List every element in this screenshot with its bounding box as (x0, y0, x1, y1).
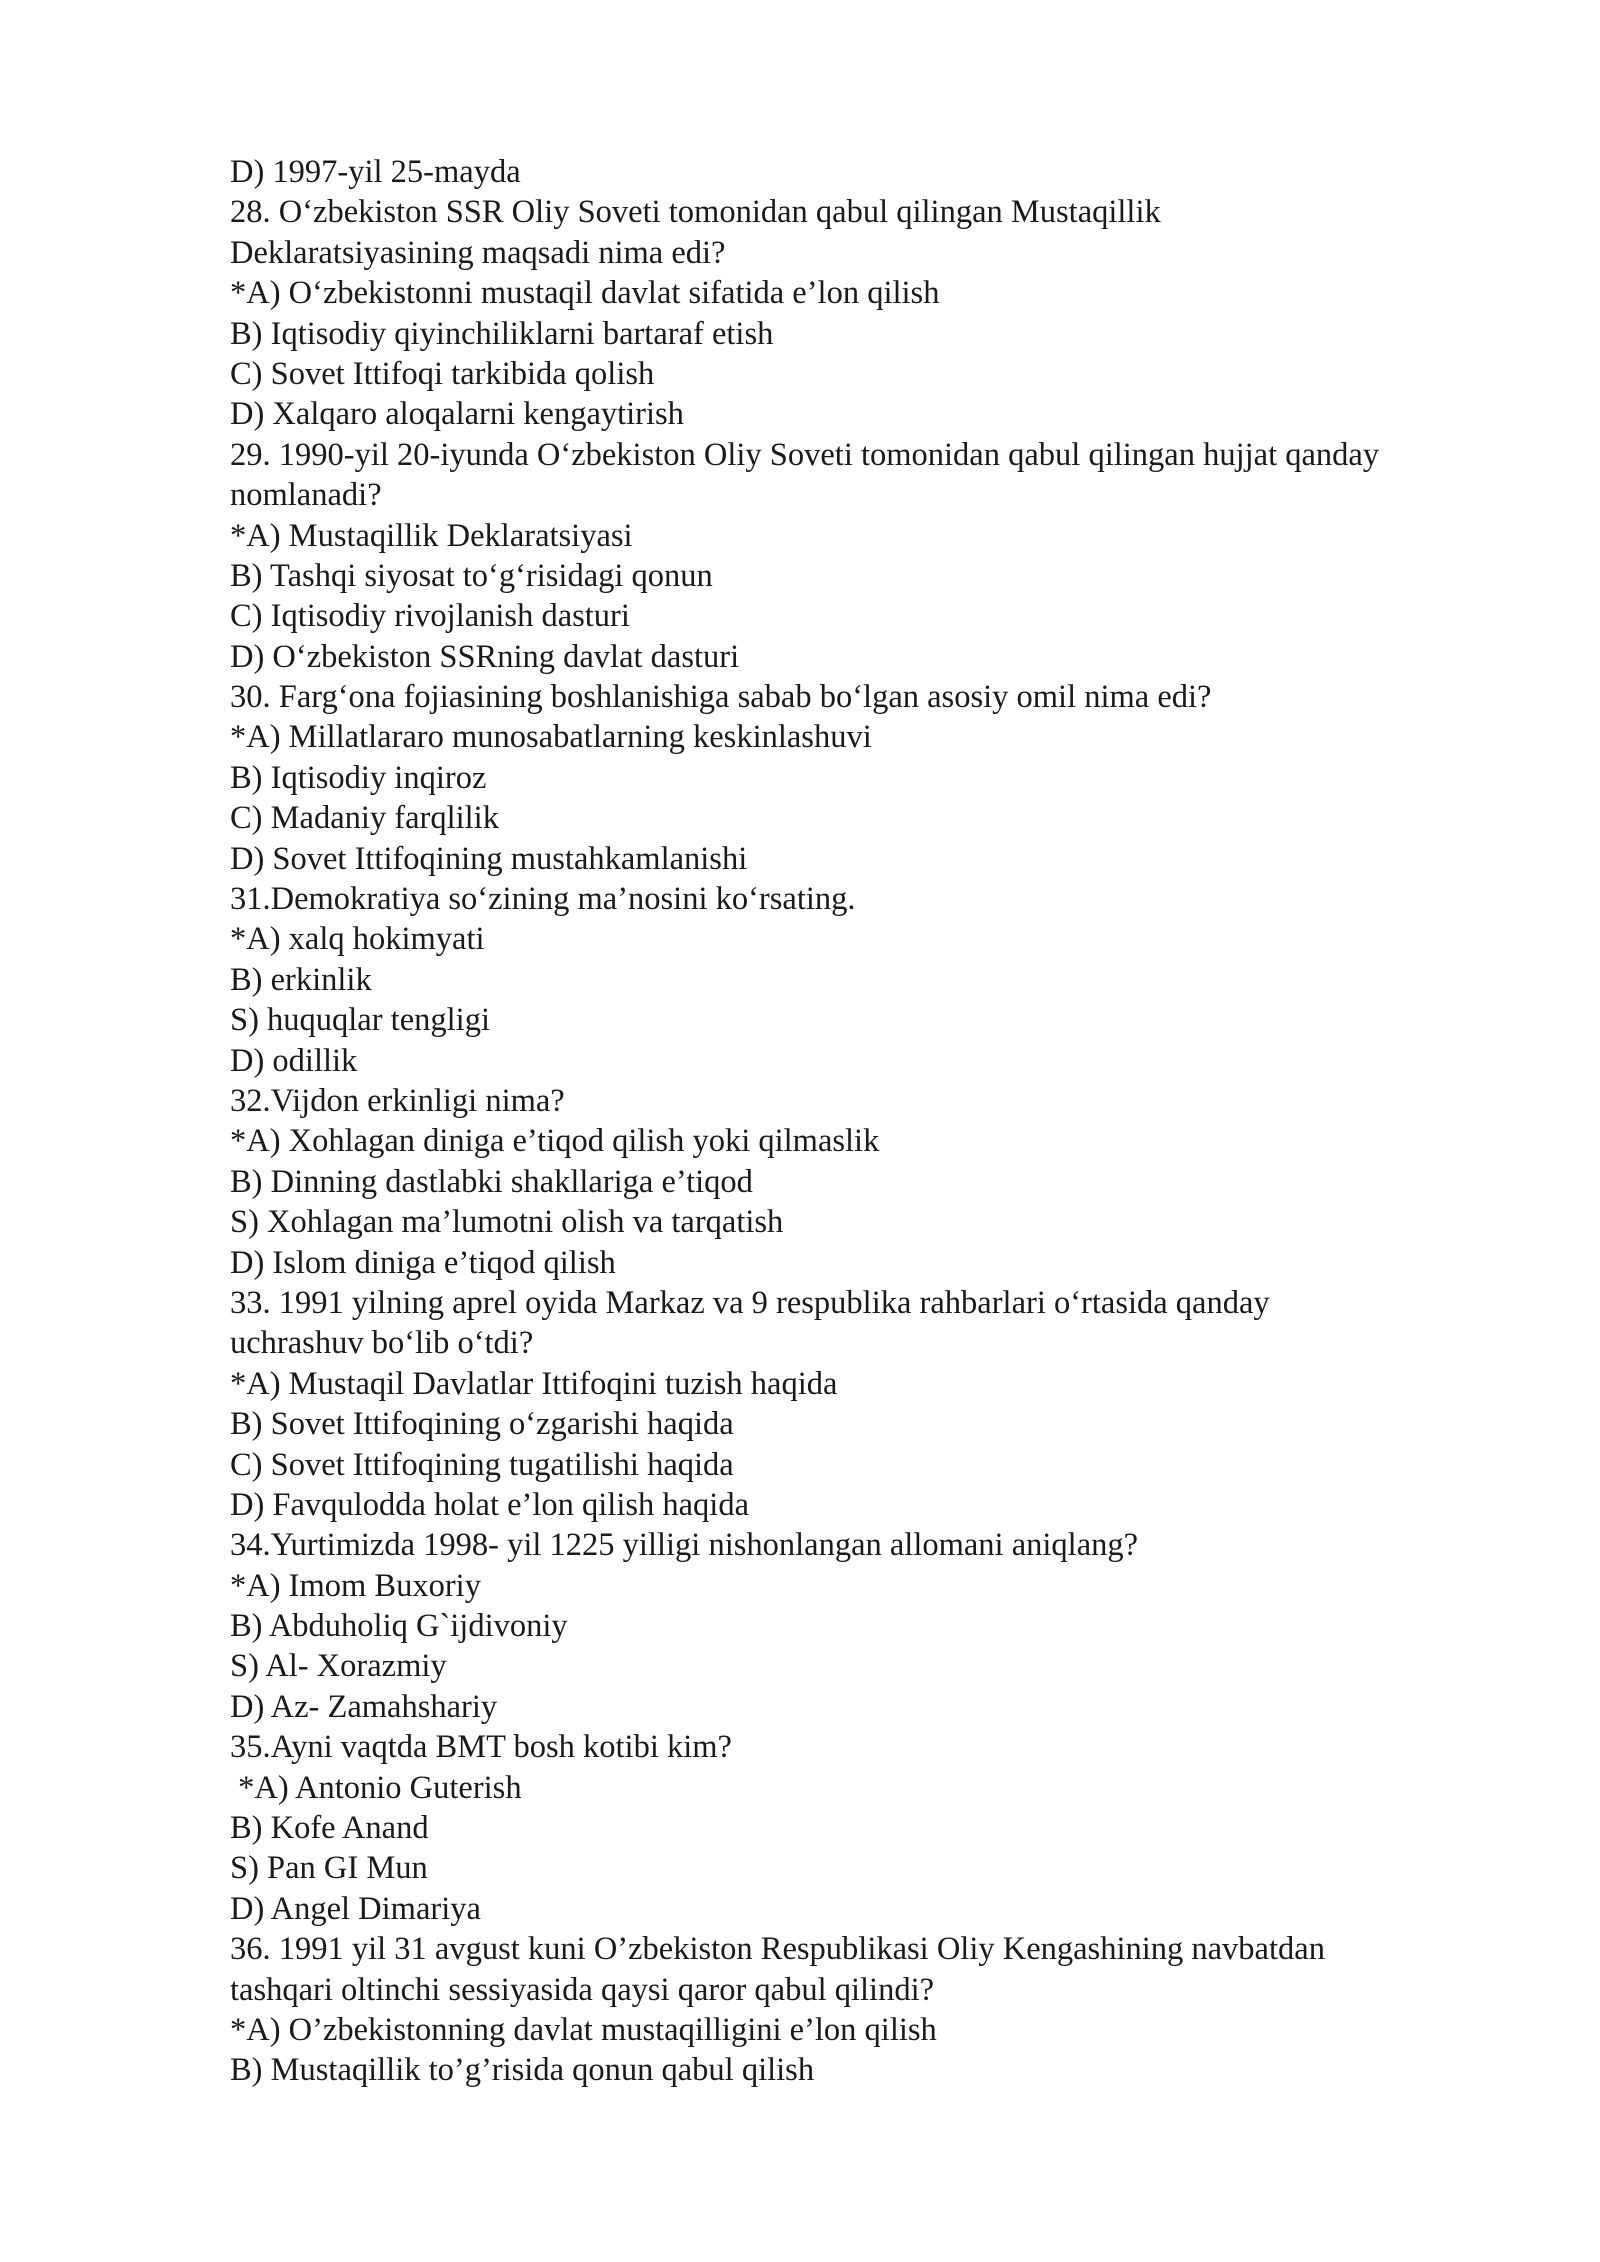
document-line: B) Mustaqillik to’g’risida qonun qabul qilish (230, 2052, 815, 2089)
document-line: 29. 1990-yil 20-iyunda O‘zbekiston Oliy Soveti tomonidan qabul qilingan hujjat qanday (230, 436, 1380, 473)
document-line: D) Xalqaro aloqalarni kengaytirish (230, 396, 684, 433)
document-line: B) Kofe Anand (230, 1810, 429, 1847)
document-line: *A) Antonio Guterish (230, 1769, 522, 1806)
document-line: *A) Xohlagan diniga e’tiqod qilish yoki qilmaslik (230, 1123, 880, 1160)
document-line: D) odillik (230, 1042, 358, 1079)
document-line: S) Al- Xorazmiy (230, 1648, 447, 1685)
document-line: B) Tashqi siyosat to‘g‘risidagi qonun (230, 557, 713, 594)
document-line: D) Favqulodda holat e’lon qilish haqida (230, 1486, 750, 1523)
document-line: 31.Demokratiya so‘zining ma’nosini ko‘rsating. (230, 881, 856, 918)
document-line: B) erkinlik (230, 961, 372, 998)
document-line: *A) O’zbekistonning davlat mustaqilligini e’lon qilish (230, 2011, 937, 2048)
document-line: uchrashuv bo‘lib o‘tdi? (230, 1325, 534, 1362)
document-line: D) Sovet Ittifoqining mustahkamlanishi (230, 840, 748, 877)
document-line: 33. 1991 yilning aprel oyida Markaz va 9 respublika rahbarlari o‘rtasida qanday (230, 1284, 1270, 1321)
document-line: D) O‘zbekiston SSRning davlat dasturi (230, 638, 740, 675)
document-line: nomlanadi? (230, 477, 382, 514)
document-line: B) Iqtisodiy inqiroz (230, 759, 487, 796)
document-line: Deklaratsiyasining maqsadi nima edi? (230, 234, 726, 271)
document-line: D) Az- Zamahshariy (230, 1688, 498, 1725)
document-line: *A) O‘zbekistonni mustaqil davlat sifatida e’lon qilish (230, 275, 940, 312)
document-line: C) Madaniy farqlilik (230, 800, 499, 837)
document-body (230, 152, 1530, 2091)
document-line: S) Xohlagan ma’lumotni olish va tarqatish (230, 1204, 784, 1241)
document-line: B) Dinning dastlabki shakllariga e’tiqod (230, 1163, 753, 1200)
document-line: *A) Mustaqil Davlatlar Ittifoqini tuzish haqida (230, 1365, 838, 1402)
document-line: D) Angel Dimariya (230, 1890, 481, 1927)
document-line: C) Sovet Ittifoqi tarkibida qolish (230, 355, 655, 392)
document-line: B) Abduholiq G`ijdivoniy (230, 1608, 568, 1645)
document-line: tashqari oltinchi sessiyasida qaysi qaror qabul qilindi? (230, 1971, 935, 2008)
document-line: B) Iqtisodiy qiyinchiliklarni bartaraf etish (230, 315, 774, 352)
document-line: S) Pan GI Mun (230, 1850, 428, 1887)
document-line: C) Iqtisodiy rivojlanish dasturi (230, 598, 630, 635)
document-line: 28. O‘zbekiston SSR Oliy Soveti tomonidan qabul qilingan Mustaqillik (230, 194, 1161, 231)
document-line: *A) Millatlararo munosabatlarning keskinlashuvi (230, 719, 872, 756)
document-line: 32.Vijdon erkinligi nima? (230, 1082, 565, 1119)
document-line: C) Sovet Ittifoqining tugatilishi haqida (230, 1446, 734, 1483)
document-line: *A) Mustaqillik Deklaratsiyasi (230, 517, 633, 554)
document-line: D) Islom diniga e’tiqod qilish (230, 1244, 616, 1281)
document-line: 30. Farg‘ona fojiasining boshlanishiga sabab bo‘lgan asosiy omil nima edi? (230, 679, 1212, 716)
document-line: *A) Imom Buxoriy (230, 1567, 481, 1604)
document-line: B) Sovet Ittifoqining o‘zgarishi haqida (230, 1406, 734, 1443)
document-line: 34.Yurtimizda 1998- yil 1225 yilligi nishonlangan allomani aniqlang? (230, 1527, 1139, 1564)
document-line: S) huquqlar tengligi (230, 1002, 490, 1039)
document-line: *A) xalq hokimyati (230, 921, 485, 958)
document-line: D) 1997-yil 25-mayda (230, 154, 521, 190)
document-line: 36. 1991 yil 31 avgust kuni O’zbekiston Respublikasi Oliy Kengashining navbatdan (230, 1931, 1325, 1968)
document-line: 35.Ayni vaqtda BMT bosh kotibi kim? (230, 1729, 732, 1766)
